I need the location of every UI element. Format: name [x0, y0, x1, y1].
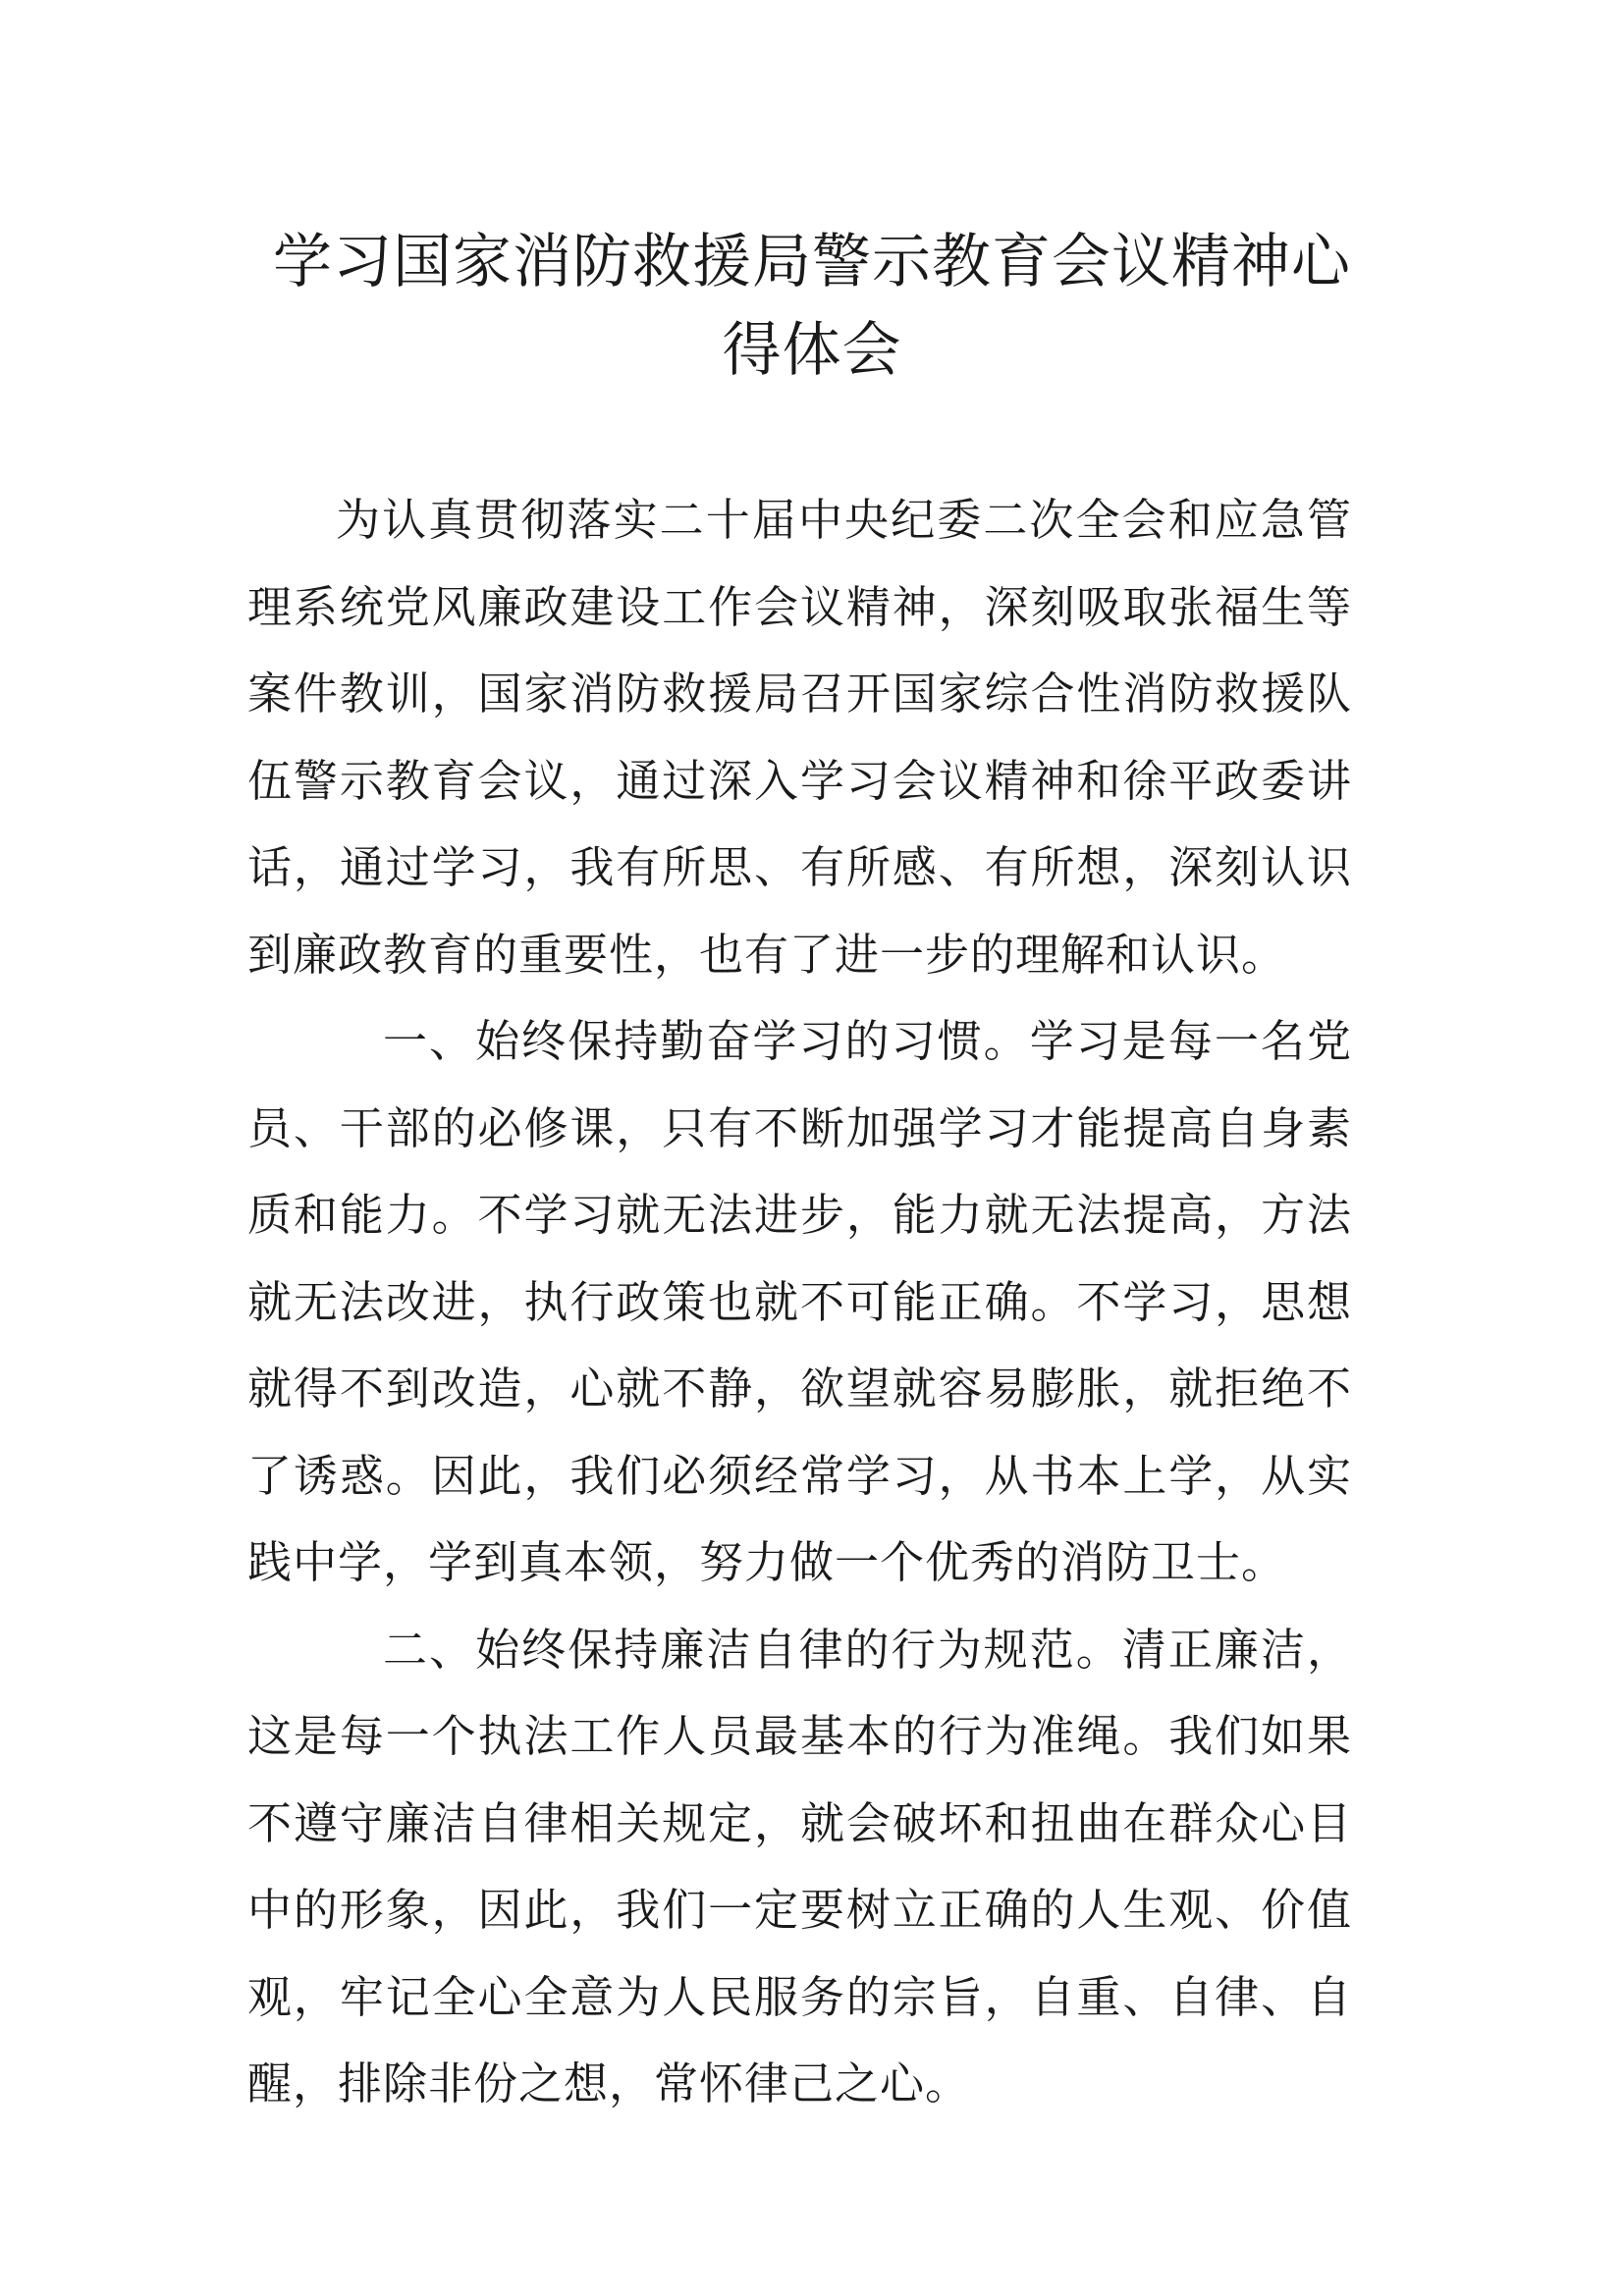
document-title: 学习国家消防救援局警示教育会议精神心得体会	[273, 228, 1351, 385]
section-two-paragraph: 二、始终保持廉洁自律的行为规范。清正廉洁，这是每一个执法工作人员最基本的行为准绳。我们如果不遵守廉洁自律相关规定，就会破坏和扭曲在群众心目中的形象，因此，我们一定要树立正确的人生观、价值观，牢记全心全意为人民服务的宗旨，自重、自律、自醒，排除非份之想，常怀律己之心。	[247, 1623, 1352, 2109]
intro-paragraph: 为认真贯彻落实二十届中央纪委二次全会和应急管理系统党风廉政建设工作会议精神，深刻吸取张福生等案件教训，国家消防救援局召开国家综合性消防救援队伍警示教育会议，通过深入学习会议精神和徐平政委讲话，通过学习，我有所思、有所感、有所想，深刻认识到廉政教育的重要性，也有了进一步的理解和认识。	[247, 494, 1352, 981]
document-body	[247, 477, 1352, 2128]
section-one-paragraph: 一、始终保持勤奋学习的习惯。学习是每一名党员、干部的必修课，只有不断加强学习才能提高自身素质和能力。不学习就无法进步，能力就无法提高，方法就无法改进，执行政策也就不可能正确。不学习，思想就得不到改造，心就不静，欲望就容易膨胀，就拒绝不了诱惑。因此，我们必须经常学习，从书本上学，从实践中学，学到真本领，努力做一个优秀的消防卫士。	[247, 1015, 1352, 1588]
